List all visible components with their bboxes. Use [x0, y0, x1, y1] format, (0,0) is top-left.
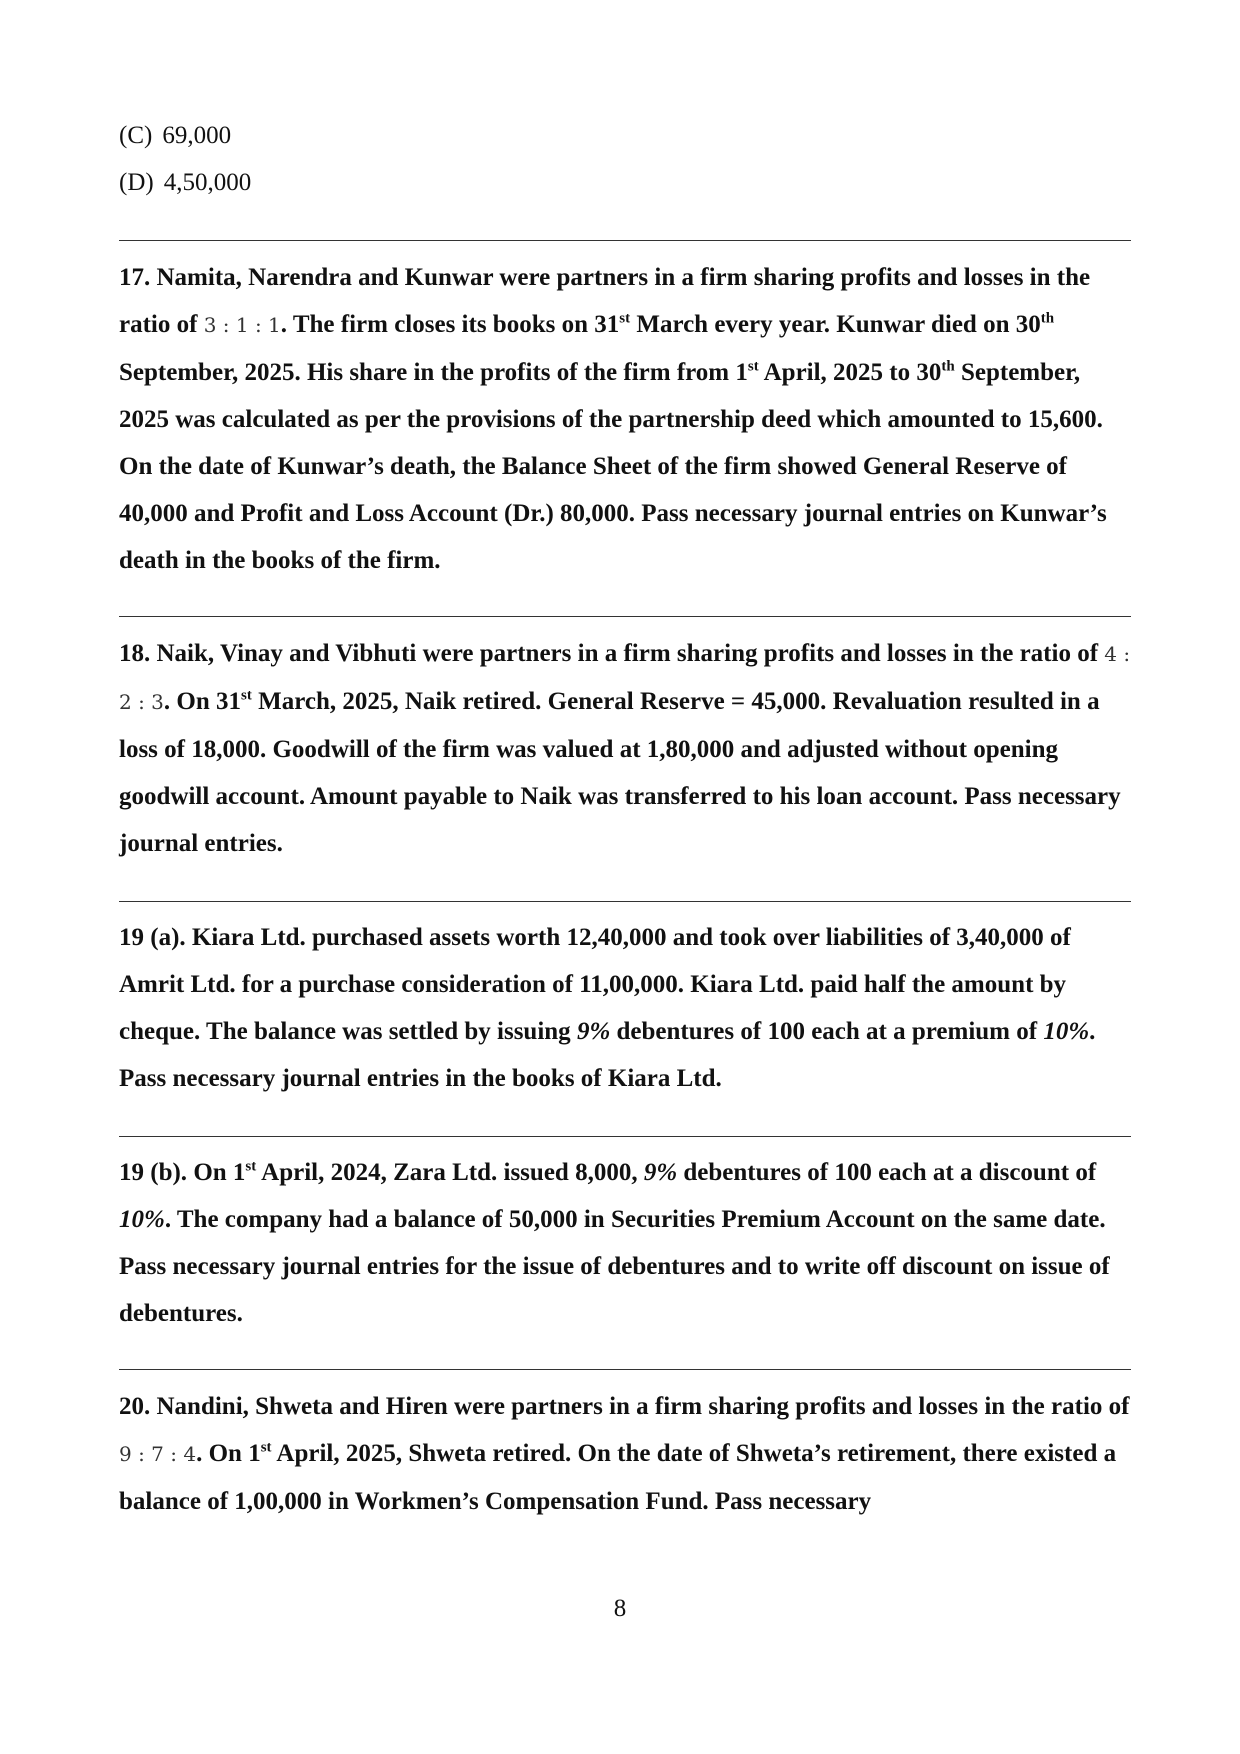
question-number: 20.	[119, 1393, 151, 1420]
question-19a	[119, 914, 1131, 1102]
option-value: 4,50,000	[163, 169, 252, 196]
superscript: st	[260, 1439, 272, 1456]
ratio: 9 : 7 : 4	[119, 1442, 197, 1466]
question-text: Kiara Ltd. purchased assets worth 12,40,000 and took over liabilities of 3,40,000 of Amrit Ltd. for a purchase consideration of 11,00,000. Kiara Ltd. paid half the amount by cheque. The balance was settled by issuing	[119, 924, 1071, 1045]
question-number: 18.	[119, 640, 151, 667]
question-text: debentures of 100 each at a premium of	[616, 1018, 1038, 1045]
question-17	[119, 254, 1131, 584]
superscript: st	[619, 310, 631, 327]
question-text: . The firm closes its books on 31	[280, 311, 620, 338]
question-text: On 1	[193, 1159, 246, 1186]
question-number: 19 (a).	[119, 924, 186, 951]
percent: 9%	[576, 1018, 611, 1045]
percent: 10%	[119, 1206, 165, 1233]
question-20	[119, 1383, 1131, 1525]
question-text: debentures of 100 each at a discount of	[683, 1159, 1097, 1186]
ratio: 4 : 2 : 3	[119, 642, 1131, 714]
question-text: . The company had a balance of 50,000 in Securities Premium Account on the same date. Pass necessary journal entries for the issue of debentures and to write off discount on issue of debentures.	[119, 1206, 1110, 1327]
superscript: th	[941, 358, 955, 375]
question-text: . On 1	[196, 1440, 261, 1467]
page-content	[119, 112, 1131, 1525]
question-text: March every year. Kunwar died on 30	[630, 311, 1041, 338]
superscript: st	[245, 1158, 257, 1175]
question-number: 19 (b).	[119, 1159, 188, 1186]
question-text: April, 2025 to 30	[758, 359, 942, 386]
superscript: th	[1040, 310, 1055, 327]
question-text: March, 2025, Naik retired. General Reserve = 45,000. Revaluation resulted in a loss of 18,000. Goodwill of the firm was valued at 1,80,000 and adjusted without opening goodwill account. Amount payable to Naik was transferred to his loan account. Pass necessary journal entries.	[119, 688, 1121, 857]
question-text: . On 31	[163, 688, 242, 715]
option-c	[119, 112, 1131, 159]
question-text: Nandini, Shweta and Hiren were partners in a firm sharing profits and losses in the ratio of	[156, 1393, 1130, 1420]
question-text: Naik, Vinay and Vibhuti were partners in a firm sharing profits and losses in the ratio of	[156, 640, 1099, 667]
percent: 10%	[1043, 1018, 1090, 1045]
option-d	[119, 159, 1131, 206]
question-text: September, 2025 was calculated as per the provisions of the partnership deed which amounted to 15,600. On the date of Kunwar’s death, the Balance Sheet of the firm showed General Reserve of 40,000 and Profit and Loss Account (Dr.) 80,000. Pass necessary journal entries on Kunwar’s death in the books of the firm.	[119, 359, 1107, 574]
question-18	[119, 630, 1131, 867]
question-text: April, 2024, Zara Ltd. issued 8,000,	[256, 1159, 638, 1186]
question-number: 17.	[119, 264, 151, 291]
ratio: 3 : 1 : 1	[203, 313, 281, 337]
question-text: September, 2025. His share in the profits of the firm from 1	[119, 359, 748, 386]
question-text: Namita, Narendra and Kunwar were partners in a firm sharing profits and losses in the ratio of	[119, 264, 1091, 338]
question-text: April, 2025, Shweta retired. On the date of Shweta’s retirement, there existed a balance of 1,00,000 in Workmen’s Compensation Fund. Pass necessary	[119, 1440, 1117, 1515]
question-text: . Pass necessary journal entries in the books of Kiara Ltd.	[119, 1018, 1096, 1092]
superscript: st	[747, 358, 759, 375]
option-label: (C)	[119, 122, 153, 149]
question-19b	[119, 1149, 1131, 1337]
option-label: (D)	[119, 169, 154, 196]
superscript: st	[241, 687, 252, 704]
option-value: 69,000	[162, 122, 232, 149]
percent: 9%	[643, 1159, 678, 1186]
page-number: 8	[613, 1595, 627, 1622]
